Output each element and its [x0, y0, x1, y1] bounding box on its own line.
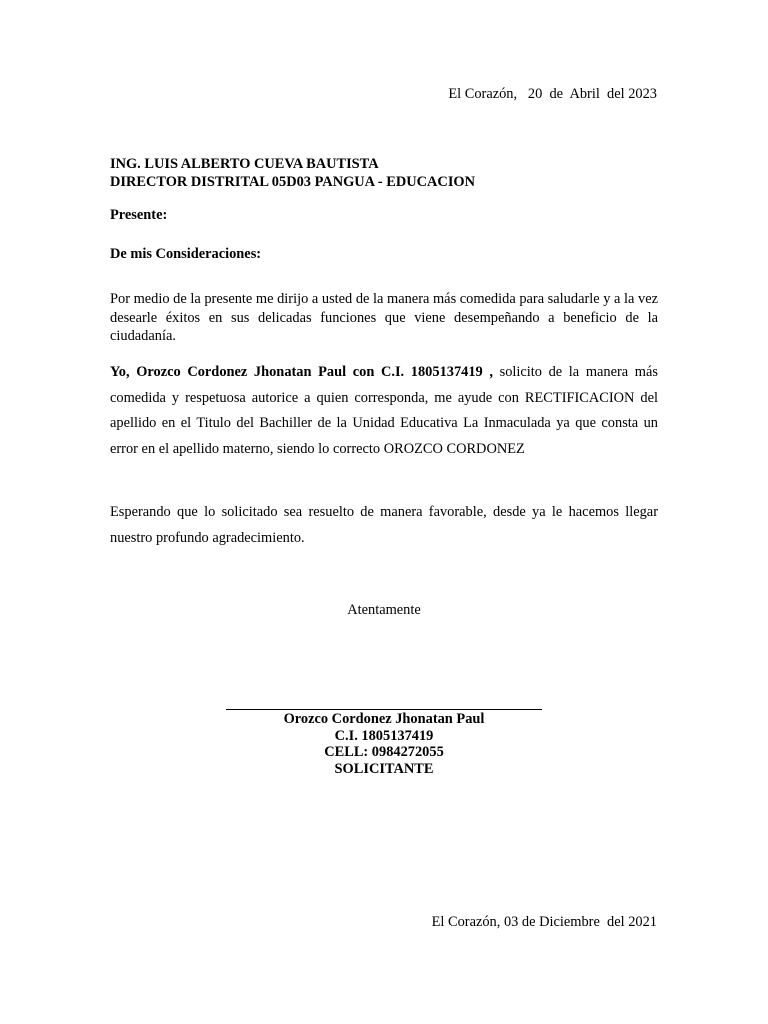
signer-ci: C.I. 1805137419 [334, 727, 434, 744]
presente-label: Presente: [110, 207, 168, 223]
signer-name: Orozco Cordonez Jhonatan Paul [283, 711, 485, 727]
paragraph-request [110, 360, 658, 462]
requester-identity: Yo, Orozco Cordonez Jhonatan Paul con C.I. 1805137419 , [110, 364, 493, 380]
salutation-line: De mis Consideraciones: [110, 246, 262, 262]
addressee-title: DIRECTOR DISTRITAL 05D03 PANGUA - EDUCACION [110, 174, 476, 190]
footer-date: El Corazón, 03 de Diciembre del 2021 [431, 914, 657, 930]
closing-line: Atentamente [347, 602, 421, 618]
signer-cell: CELL: 0984272055 [324, 744, 444, 760]
addressee-block [110, 155, 475, 191]
addressee-name: ING. LUIS ALBERTO CUEVA BAUTISTA [110, 156, 379, 172]
request-text: solicito de la manera más comedida y respetuosa autorice a quien corresponda, me ayude con RECTIFICACION del apellido en el Titulo del Bachiller de la Unidad Educativa La Inmaculada ya que consta un error en el apellido materno, siendo lo correcto OROZCO CORDONEZ [110, 364, 658, 457]
signer-role: SOLICITANTE [334, 760, 434, 777]
letter-date: El Corazón, 20 de Abril del 2023 [448, 86, 657, 102]
signature-block [0, 711, 768, 777]
paragraph-greeting: Por medio de la presente me dirijo a usted de la manera más comedida para saludarle y a la vez desearle éxitos en sus delicadas funciones que viene desempeñando a beneficio de la ciudadanía. [110, 291, 658, 344]
paragraph-thanks: Esperando que lo solicitado sea resuelto de manera favorable, desde ya le hacemos llegar nuestro profundo agradecimiento. [110, 504, 658, 546]
signature-line [226, 709, 542, 710]
